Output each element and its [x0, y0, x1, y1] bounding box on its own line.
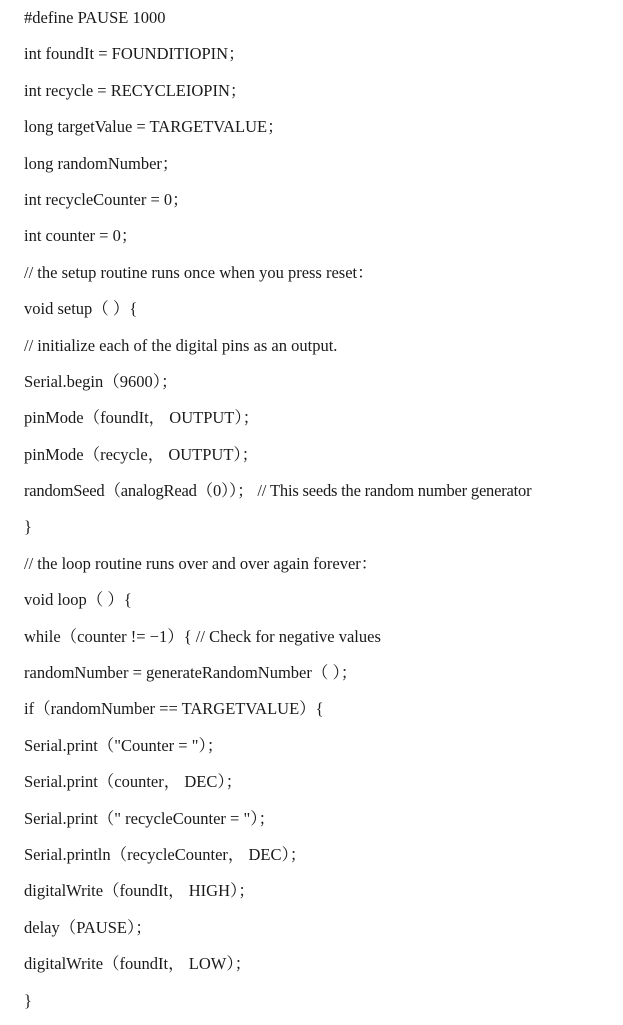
- code-line-recycle-declaration: int recycle = RECYCLEIOPIN；: [24, 80, 247, 100]
- code-line-define-pause: #define PAUSE 1000: [24, 8, 166, 27]
- code-line-counter-declaration: int counter = 0；: [24, 226, 138, 246]
- code-line-setup-comment: // the setup routine runs once when you press reset：: [24, 262, 374, 282]
- code-line-setup-signature: void setup（ ）{: [24, 299, 138, 319]
- code-line-targetvalue-declaration: long targetValue = TARGETVALUE；: [24, 117, 284, 137]
- code-line-recyclecounter-declaration: int recycleCounter = 0；: [24, 189, 189, 209]
- code-line-println-recyclecounter: Serial.println（recycleCounter， DEC）；: [24, 844, 307, 864]
- code-line-randomseed: randomSeed（analogRead（0））； // This seeds the random number generator: [24, 481, 532, 501]
- code-line-loop-signature: void loop（ ）{: [24, 590, 132, 610]
- code-line-foundit-declaration: int foundIt = FOUNDITIOPIN；: [24, 44, 245, 64]
- code-line-loop-comment: // the loop routine runs over and over again forever：: [24, 553, 378, 573]
- code-line-digitalwrite-low: digitalWrite（foundIt， LOW）；: [24, 954, 252, 974]
- code-line-serial-begin: Serial.begin（9600）；: [24, 371, 178, 391]
- code-line-while-statement: while（counter != −1）{ // Check for negative values: [24, 626, 381, 646]
- code-line-delay-pause: delay（PAUSE）；: [24, 917, 152, 937]
- code-line-digitalwrite-high: digitalWrite（foundIt， HIGH）；: [24, 881, 255, 901]
- code-line-if-close-brace: }: [24, 990, 32, 1010]
- code-line-randomnumber-declaration: long randomNumber；: [24, 153, 179, 173]
- code-line-setup-close-brace: }: [24, 517, 32, 537]
- code-line-generate-random-number: randomNumber = generateRandomNumber（ ）；: [24, 663, 358, 683]
- code-line-if-statement: if（randomNumber == TARGETVALUE）{: [24, 699, 324, 719]
- code-line-print-recyclecounter-label: Serial.print（" recycleCounter = "）；: [24, 808, 275, 828]
- code-line-initialize-comment: // initialize each of the digital pins as an output.: [24, 335, 338, 355]
- code-line-pinmode-foundit: pinMode（foundIt， OUTPUT）；: [24, 408, 260, 428]
- code-line-pinmode-recycle: pinMode（recycle， OUTPUT）；: [24, 444, 259, 464]
- code-line-print-counter-label: Serial.print（"Counter = "）；: [24, 735, 224, 755]
- code-line-print-counter-value: Serial.print（counter， DEC）；: [24, 772, 243, 792]
- code-listing: [24, 3, 619, 1022]
